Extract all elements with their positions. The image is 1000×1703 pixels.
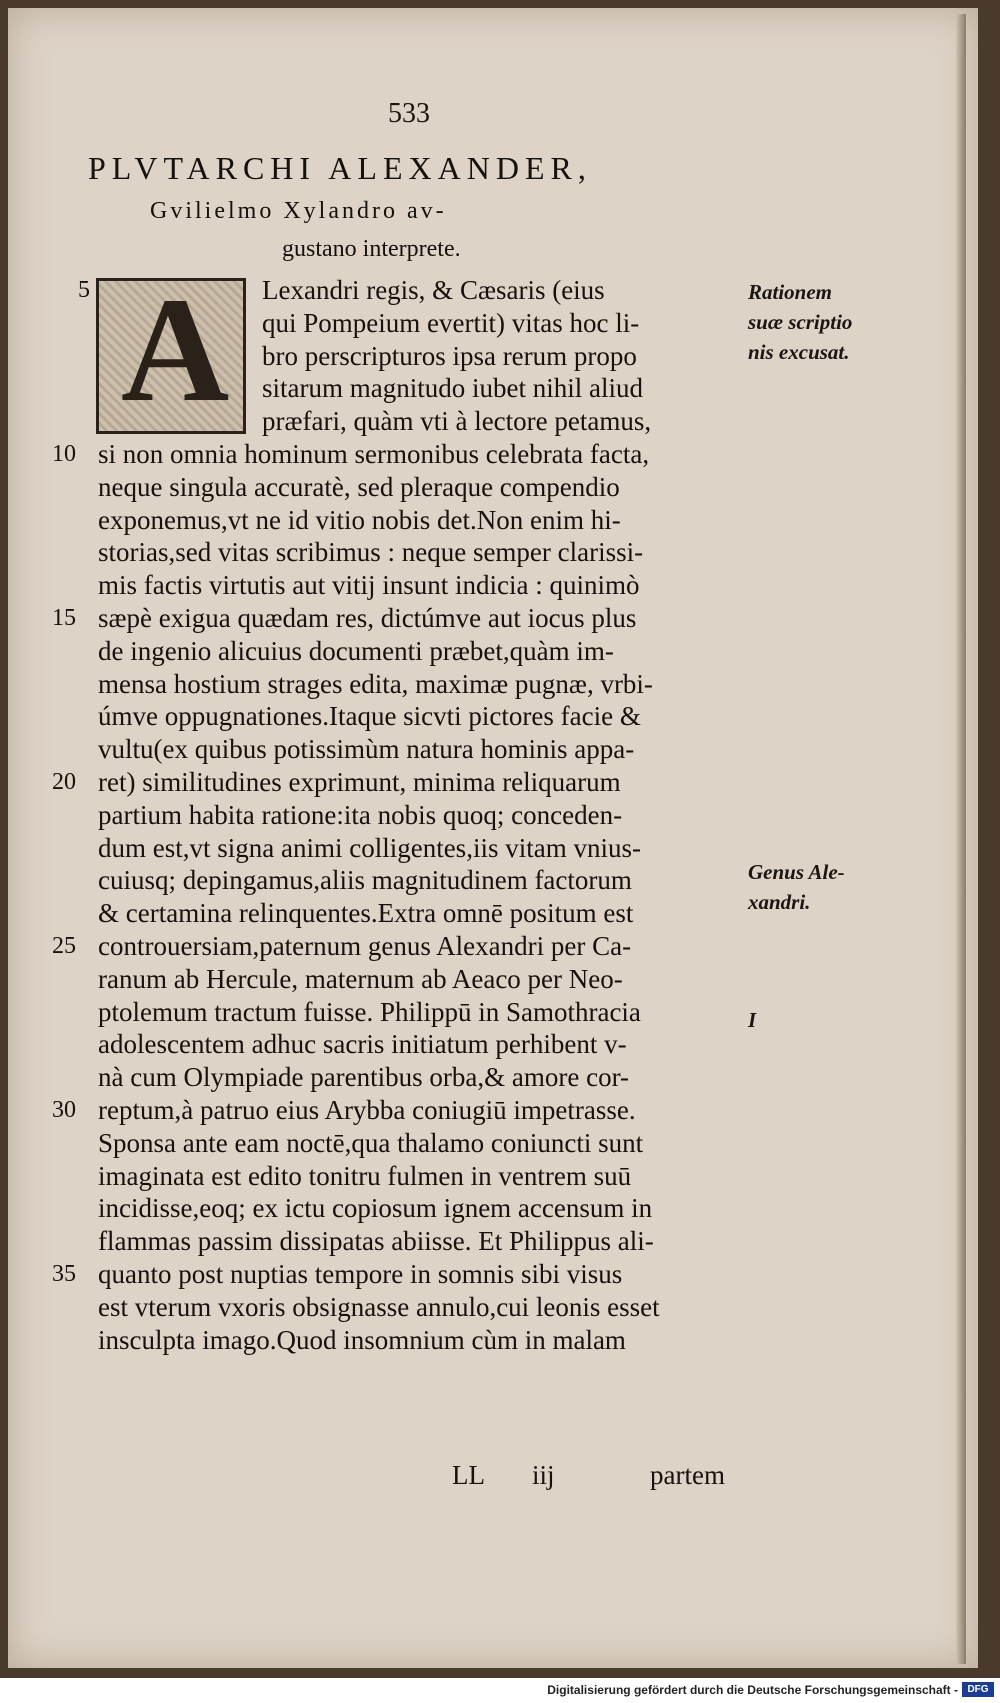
page-gutter: [956, 14, 966, 1664]
catchword: partem: [650, 1460, 725, 1490]
text-line: nà cum Olympiade parentibus orba,& amore cor-: [98, 1062, 630, 1093]
text-line: si non omnia hominum sermonibus celebrata facta,: [98, 439, 650, 469]
text-line: quanto post nuptias tempore in somnis sibi visus: [98, 1259, 623, 1289]
text-line: exponemus,vt ne id vitio nobis det.Non enim hi-: [98, 504, 621, 535]
text-line: mensa hostium strages edita, maximæ pugnæ, vrbi-: [98, 668, 653, 699]
text-line: neque singula accuratè, sed pleraque compendio: [98, 471, 620, 502]
text-line: storias,sed vitas scribimus : neque semper clarissi-: [98, 537, 644, 568]
text-line: qui Pompeium evertit) vitas hoc li-: [262, 307, 640, 338]
margin-note-line: Rationem: [748, 280, 833, 304]
margin-note-line: suæ scriptio: [748, 310, 853, 334]
line-number: 5: [78, 277, 90, 303]
signature-mark: LL: [452, 1460, 485, 1490]
text-line: Lexandri regis, & Cæsaris (eius: [262, 275, 605, 305]
text-line: sæpè exigua quædam res, dictúmve aut iocus plus: [98, 603, 637, 633]
text-line: insculpta imago.Quod insomnium cùm in malam: [98, 1324, 626, 1355]
text-line: adolescentem adhuc sacris initiatum perhibent v-: [98, 1029, 627, 1060]
text-line: ranum ab Hercule, maternum ab Aeaco per Neo-: [98, 963, 623, 994]
line-number: 15: [52, 605, 76, 631]
margin-note-line: xandri.: [748, 890, 811, 914]
line-number: 30: [52, 1097, 76, 1123]
footer-credit: Digitalisierung gefördert durch die Deutsche Forschungsgemeinschaft -: [547, 1683, 958, 1697]
text-line: flammas passim dissipatas abiisse. Et Philippus ali-: [98, 1226, 654, 1257]
margin-note-line: Genus Ale-: [748, 860, 845, 884]
text-line: dum est,vt signa animi colligentes,iis vitam vnius-: [98, 832, 641, 863]
text-line: sitarum magnitudo iubet nihil aliud: [262, 373, 643, 404]
dfg-logo: DFG: [962, 1682, 994, 1697]
text-line: præfari, quàm vti à lectore petamus,: [262, 406, 652, 437]
text-line: vultu(ex quibus potissimùm natura hominis appa-: [98, 734, 635, 765]
text-line: & certamina relinquentes.Extra omnē positum est: [98, 898, 634, 929]
page-number: 533: [388, 98, 430, 129]
line-number: 20: [52, 769, 76, 795]
margin-note-line: I: [748, 1008, 757, 1032]
text-line: incidisse,eoq; ex ictu copiosum ignem accensum in: [98, 1193, 653, 1224]
line-number: 10: [52, 441, 76, 467]
text-line: est vterum vxoris obsignasse annulo,cui leonis esset: [98, 1291, 660, 1322]
text-line: ptolemum tractum fuisse. Philippū in Samothracia: [98, 996, 641, 1027]
title-line-3: gustano interprete.: [282, 236, 461, 262]
text-line: ret) similitudines exprimunt, minima reliquarum: [98, 767, 621, 797]
text-line: partium habita ratione:ita nobis quoq; conceden-: [98, 799, 623, 830]
decorated-initial: [96, 267, 246, 434]
text-line: de ingenio alicuius documenti præbet,quàm im-: [98, 635, 614, 666]
title-line-1: PLVTARCHI ALEXANDER,: [88, 150, 592, 186]
title-line-2: Gvilielmo Xylandro av-: [150, 198, 447, 224]
line-number: 25: [52, 933, 76, 959]
line-number: 35: [52, 1261, 76, 1287]
text-line: reptum,à patruo eius Arybba coniugiū impetrasse.: [98, 1095, 636, 1125]
text-line: mis factis virtutis aut vitij insunt indicia : quinimò: [98, 570, 640, 601]
leaf-number: iij: [532, 1460, 555, 1490]
text-line: bro perscripturos ipsa rerum propo: [262, 340, 637, 371]
text-line: úmve oppugnationes.Itaque sicvti pictores facie &: [98, 701, 641, 732]
margin-note-line: nis excusat.: [748, 340, 850, 364]
text-line: Sponsa ante eam noctē,qua thalamo coniuncti sunt: [98, 1127, 644, 1158]
text-line: imaginata est edito tonitru fulmen in ventrem suū: [98, 1160, 632, 1191]
initial-letter: A: [121, 267, 230, 433]
text-line: cuiusq; depingamus,aliis magnitudinem factorum: [98, 865, 632, 896]
text-line: controuersiam,paternum genus Alexandri per Ca-: [98, 931, 632, 961]
